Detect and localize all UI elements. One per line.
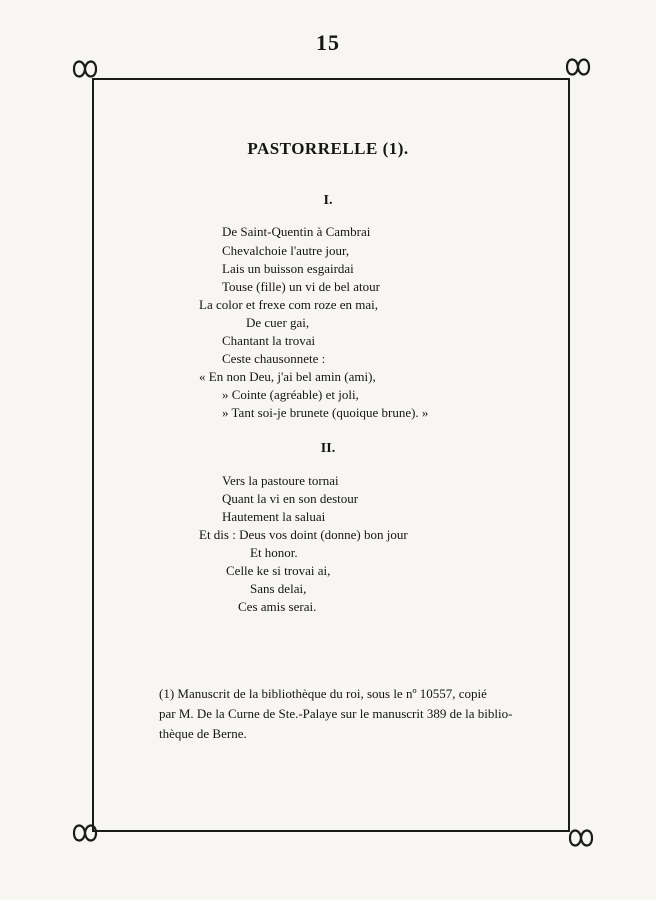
footnote-line: (1) Manuscrit de la bibliothèque du roi, sous le nº 10557, copié xyxy=(159,686,487,701)
footnote-line: thèque de Berne. xyxy=(159,726,247,741)
verse-line: Vers la pastoure tornai xyxy=(222,473,339,488)
stanza-number: I. xyxy=(323,193,333,208)
verse-line: Hautement la saluai xyxy=(222,509,326,524)
scroll-flourish-icon xyxy=(566,825,596,851)
verse-line: Touse (fille) un vi de bel atour xyxy=(222,279,380,294)
verse-line: Sans delai, xyxy=(250,581,307,596)
verse-line: De Saint-Quentin à Cambrai xyxy=(222,224,371,239)
scroll-flourish-icon xyxy=(70,56,100,82)
verse-line: Ceste chausonnete : xyxy=(222,351,326,366)
scroll-flourish-icon xyxy=(563,54,593,80)
scroll-flourish-icon xyxy=(70,820,100,846)
verse-line: Chantant la trovai xyxy=(222,333,316,348)
footnote xyxy=(159,684,521,744)
verse-line: Et honor. xyxy=(250,545,298,560)
verse-line: Et dis : Deus vos doint (donne) bon jour xyxy=(199,527,408,542)
stanza-number: II. xyxy=(320,441,336,456)
poem-title: PASTORRELLE (1). xyxy=(247,139,409,158)
verse-line: Ces amis serai. xyxy=(238,599,317,614)
verse-line: Lais un buisson esgairdai xyxy=(222,261,354,276)
verse-line: » Cointe (agréable) et joli, xyxy=(222,387,359,402)
verse-line: » Tant soi-je brunete (quoique brune). » xyxy=(222,405,429,420)
page-number: 15 xyxy=(316,30,340,55)
footnote-line: par M. De la Curne de Ste.-Palaye sur le manuscrit 389 de la biblio- xyxy=(159,706,513,721)
verse-line: La color et frexe com roze en mai, xyxy=(199,297,379,312)
verse-line: « En non Deu, j'ai bel amin (ami), xyxy=(199,369,376,384)
verse-line: Chevalchoie l'autre jour, xyxy=(222,243,350,258)
verse-line: De cuer gai, xyxy=(246,315,310,330)
verse-line: Quant la vi en son destour xyxy=(222,491,359,506)
verse-line: Celle ke si trovai ai, xyxy=(226,563,331,578)
